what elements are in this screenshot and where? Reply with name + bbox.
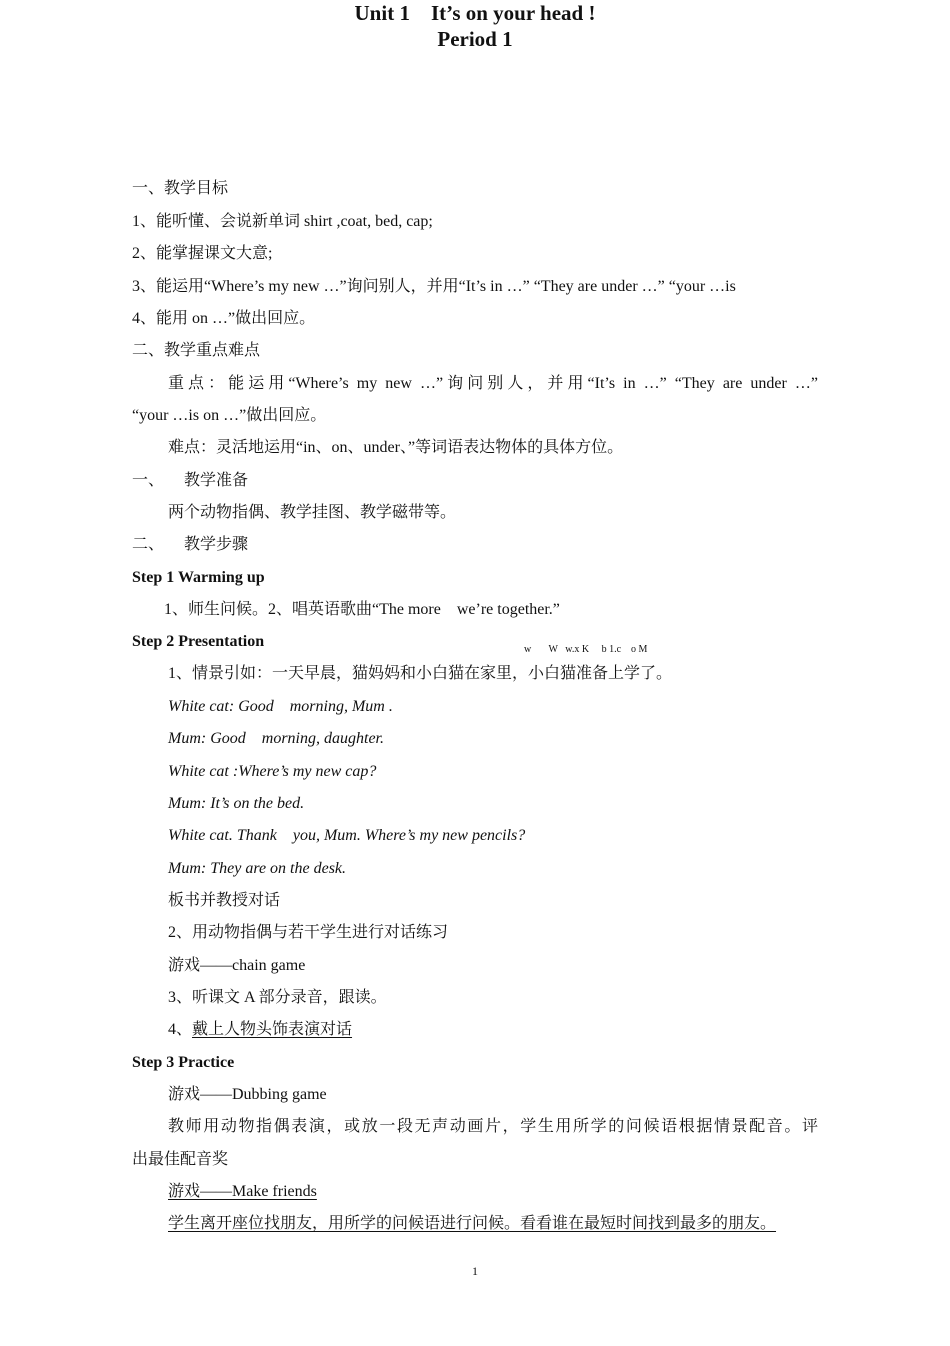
- document-subtitle: Period 1: [437, 27, 513, 51]
- step-1-text: 1、师生问候。2、唱英语歌曲“The more we’re together.”: [164, 601, 560, 618]
- make-friends-description: 学生离开座位找朋友，用所学的问候语进行问候。看看谁在最短时间找到最多的朋友。: [168, 1215, 777, 1232]
- preparation-text: 两个动物指偶、教学挂图、教学磁带等。: [168, 504, 457, 521]
- dubbing-description-line-2: 出最佳配音奖: [132, 1151, 229, 1168]
- section-heading-key-points: 二、教学重点难点: [132, 342, 261, 359]
- dialogue-line: White cat: Good morning, Mum .: [168, 698, 393, 715]
- section-heading-preparation: 一、 教学准备: [132, 472, 249, 489]
- key-point-line-1: 重点：能运用“Where’s my new …”询问别人，并用“It’s in …” “They are under …”: [168, 375, 818, 392]
- dialogue-line: Mum: They are on the desk.: [168, 860, 347, 877]
- game-chain: 游戏——chain game: [168, 957, 306, 974]
- game-make-friends: 游戏——Make friends: [168, 1183, 317, 1200]
- step-2-item-4: 4、戴上人物头饰表演对话: [168, 1021, 353, 1038]
- dialogue-line: White cat :Where’s my new cap?: [168, 763, 377, 780]
- difficult-point: 难点：灵活地运用“in、on、under、”等词语表达物体的具体方位。: [168, 439, 624, 456]
- step-2-heading: Step 2 Presentation: [132, 633, 265, 650]
- dubbing-description-line-1: 教师用动物指偶表演，或放一段无声动画片，学生用所学的问候语根据情景配音。评: [168, 1118, 818, 1135]
- page-number: 1: [472, 1264, 478, 1278]
- section-heading-procedure: 二、 教学步骤: [132, 536, 249, 553]
- key-point-line-2: “your …is on …”做出回应。: [132, 407, 327, 424]
- objective-3: 3、能运用“Where’s my new …”询问别人，并用“It’s in …” “They are under …” “your …is: [132, 278, 736, 295]
- document-title: Unit 1 It’s on your head !: [354, 1, 596, 25]
- step-2-item-3: 3、听课文 A 部分录音，跟读。: [168, 989, 387, 1006]
- step-2-item-4-underlined: 戴上人物头饰表演对话: [192, 1021, 353, 1038]
- step-2-item-2: 2、用动物指偶与若干学生进行对话练习: [168, 924, 449, 941]
- objective-1: 1、能听懂、会说新单词 shirt ,coat, bed, cap;: [132, 213, 433, 230]
- dialogue-line: Mum: It’s on the bed.: [168, 795, 305, 812]
- dialogue-line: White cat. Thank you, Mum. Where’s my new pencils?: [168, 827, 526, 844]
- dialogue-line: Mum: Good morning, daughter.: [168, 730, 384, 747]
- watermark-text: w W w.x K b 1.c o M: [524, 644, 648, 655]
- objective-4: 4、能用 on …”做出回应。: [132, 310, 316, 327]
- objective-2: 2、能掌握课文大意;: [132, 245, 273, 262]
- step-1-heading: Step 1 Warming up: [132, 569, 265, 586]
- section-heading-objectives: 一、教学目标: [132, 180, 229, 197]
- board-work-text: 板书并教授对话: [168, 892, 281, 909]
- game-dubbing: 游戏——Dubbing game: [168, 1086, 327, 1103]
- step-3-heading: Step 3 Practice: [132, 1054, 235, 1071]
- step-2-intro: 1、情景引如：一天早晨，猫妈妈和小白猫在家里，小白猫准备上学了。: [168, 665, 673, 682]
